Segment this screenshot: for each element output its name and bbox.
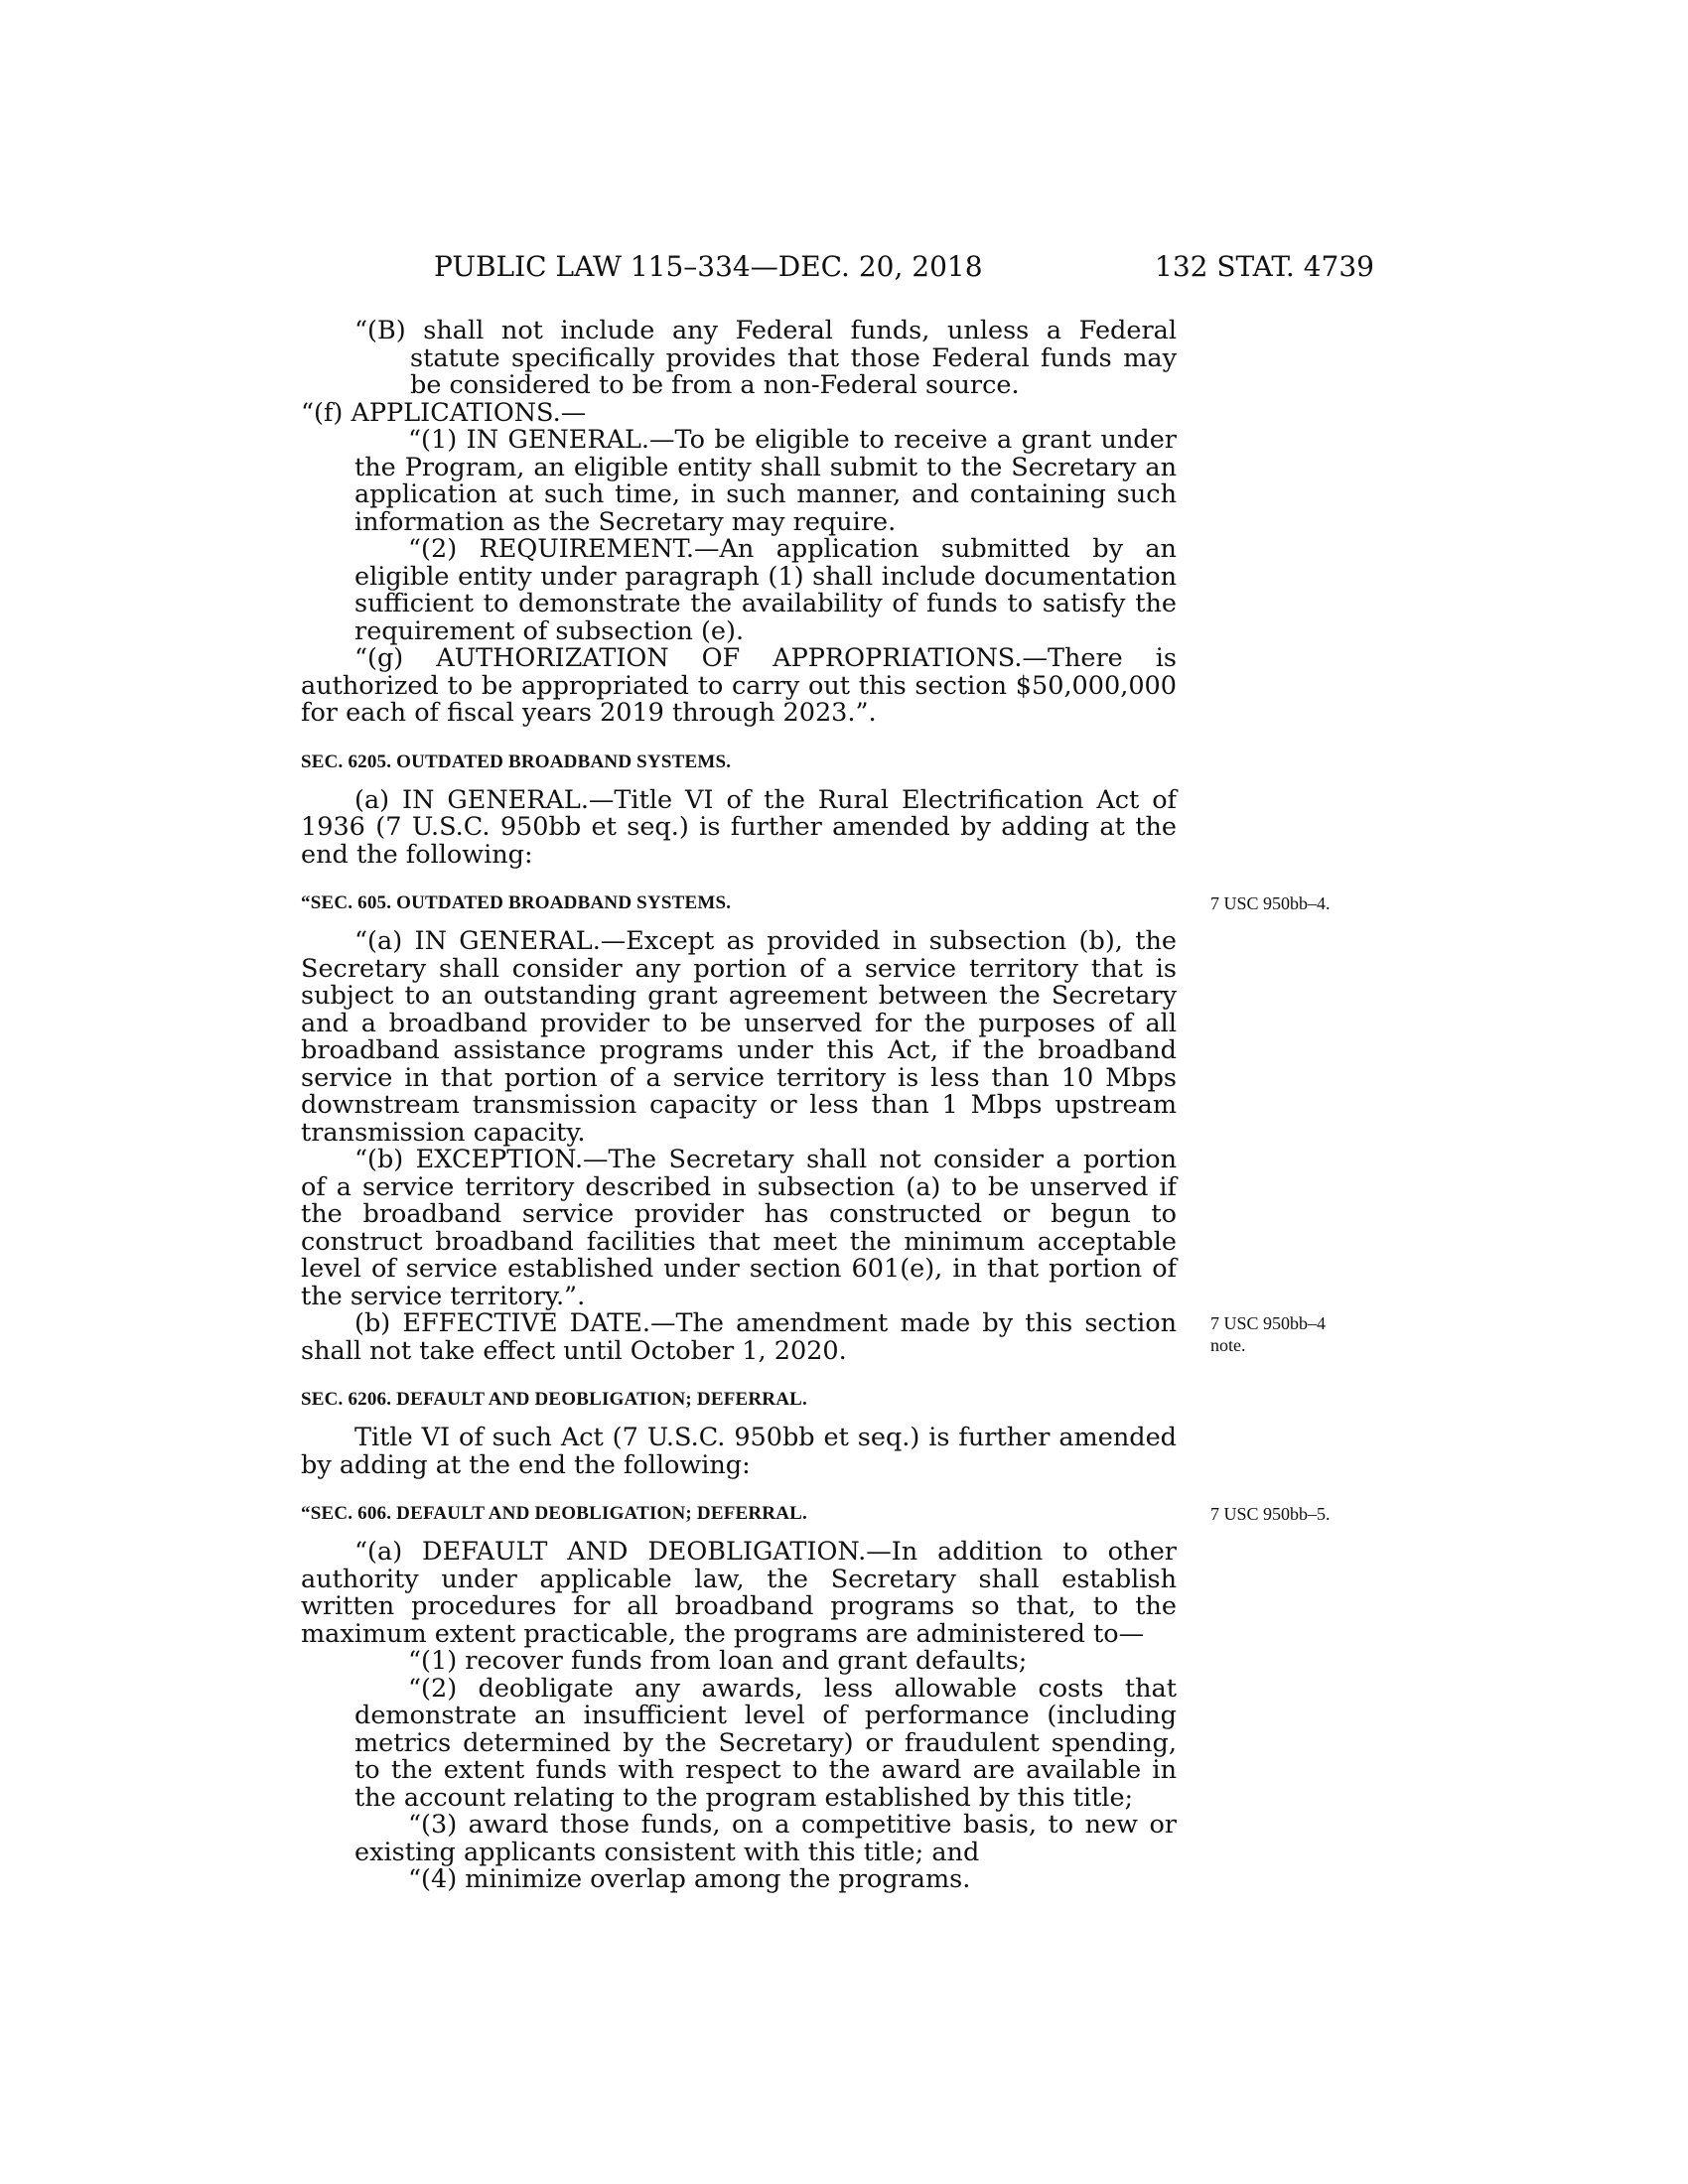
margin-note-605-date-line2: note.	[1210, 1335, 1246, 1355]
document-body	[301, 316, 1331, 1894]
paragraph-b-not-include: “(B) shall not include any Federal funds, unless a Federal statute specifically provides that those Federal funds may be considered to be from a non-Federal source.	[354, 316, 1177, 400]
paragraph-605-b: “(b) EXCEPTION.—The Secretary shall not consider a portion of a service territory described in subsection (a) to be unserved if the broadband service provider has constructed or begun to construct broadband facilities that meet the minimum acceptable level of service established under section 601(e), in that portion of the service territory.”.	[301, 1145, 1177, 1311]
section-605-row	[301, 892, 1331, 914]
section-6205-heading: SEC. 6205. OUTDATED BROADBAND SYSTEMS.	[301, 751, 732, 772]
page-header	[434, 250, 1374, 290]
list-item-4: “(4) minimize overlap among the programs.	[408, 1864, 971, 1894]
section-6205-b-row	[301, 1308, 1327, 1366]
margin-note-605-date-line1: 7 USC 950bb–4	[1210, 1313, 1327, 1333]
paragraph-f1: “(1) IN GENERAL.—To be eligible to receive a grant under the Program, an eligible entity shall submit to the Secretary an application at such time, in such manner, and containing such information as the Secretary may require.	[354, 425, 1177, 537]
margin-note-606: 7 USC 950bb–5.	[1210, 1504, 1331, 1524]
margin-note-605: 7 USC 950bb–4.	[1210, 893, 1331, 913]
margin-note-605-date	[1210, 1312, 1326, 1356]
paragraph-6205-b: (b) EFFECTIVE DATE.—The amendment made by this section shall not take effect until October 1, 2020.	[301, 1308, 1177, 1366]
paragraph-6206: Title VI of such Act (7 U.S.C. 950bb et seq.) is further amended by adding at the end the following:	[301, 1423, 1177, 1480]
heading-f-applications	[301, 397, 1177, 428]
paragraph-6205-a: (a) IN GENERAL.—Title VI of the Rural Electrification Act of 1936 (7 U.S.C. 950bb et seq.) is further amended by adding at the end the following:	[301, 784, 1177, 870]
stat-page: 132 STAT. 4739	[1155, 250, 1374, 283]
section-605-heading: “SEC. 605. OUTDATED BROADBAND SYSTEMS.	[301, 892, 732, 913]
paragraph-f2: “(2) REQUIREMENT.—An application submitted by an eligible entity under paragraph (1) shall include documentation sufficient to demonstrate the availability of funds to satisfy the requirement of subsection (e).	[354, 534, 1177, 646]
f-heading-text: “(f) APPLICATIONS.—	[301, 397, 587, 428]
section-6206-heading: SEC. 6206. DEFAULT AND DEOBLIGATION; DEFERRAL.	[301, 1389, 807, 1410]
list-item-3: “(3) award those funds, on a competitive basis, to new or existing applicants consistent with this title; and	[354, 1810, 1177, 1867]
paragraph-605-a: “(a) IN GENERAL.—Except as provided in subsection (b), the Secretary shall consider any portion of a service territory that is subject to an outstanding grant agreement between the Secretary and a broadband provider to be unserved for the purposes of all broadband assistance programs under this Act, if the broadband service in that portion of a service territory is less than 10 Mbps downstream transmission capacity or less than 1 Mbps upstream transmission capacity.	[301, 926, 1177, 1148]
law-title: PUBLIC LAW 115–334—DEC. 20, 2018	[434, 250, 983, 283]
paragraph-g: “(g) AUTHORIZATION OF APPROPRIATIONS.—There is authorized to be appropriated to carry out this section $50,000,000 for each of fiscal years 2019 through 2023.”.	[301, 643, 1177, 728]
section-606-row	[301, 1503, 1331, 1525]
section-606-heading: “SEC. 606. DEFAULT AND DEOBLIGATION; DEFERRAL.	[301, 1503, 807, 1524]
paragraph-606-a: “(a) DEFAULT AND DEOBLIGATION.—In addition to other authority under applicable law, the Secretary shall establish written procedures for all broadband programs so that, to the maximum extent practicable, the programs are administered to—	[301, 1537, 1177, 1649]
list-item-2: “(2) deobligate any awards, less allowable costs that demonstrate an insufficient level of performance (including metrics determined by the Secretary) or fraudulent spending, to the extent funds with respect to the award are available in the account relating to the program established by this title;	[354, 1673, 1177, 1813]
list-item-1: “(1) recover funds from loan and grant defaults;	[408, 1646, 1028, 1676]
